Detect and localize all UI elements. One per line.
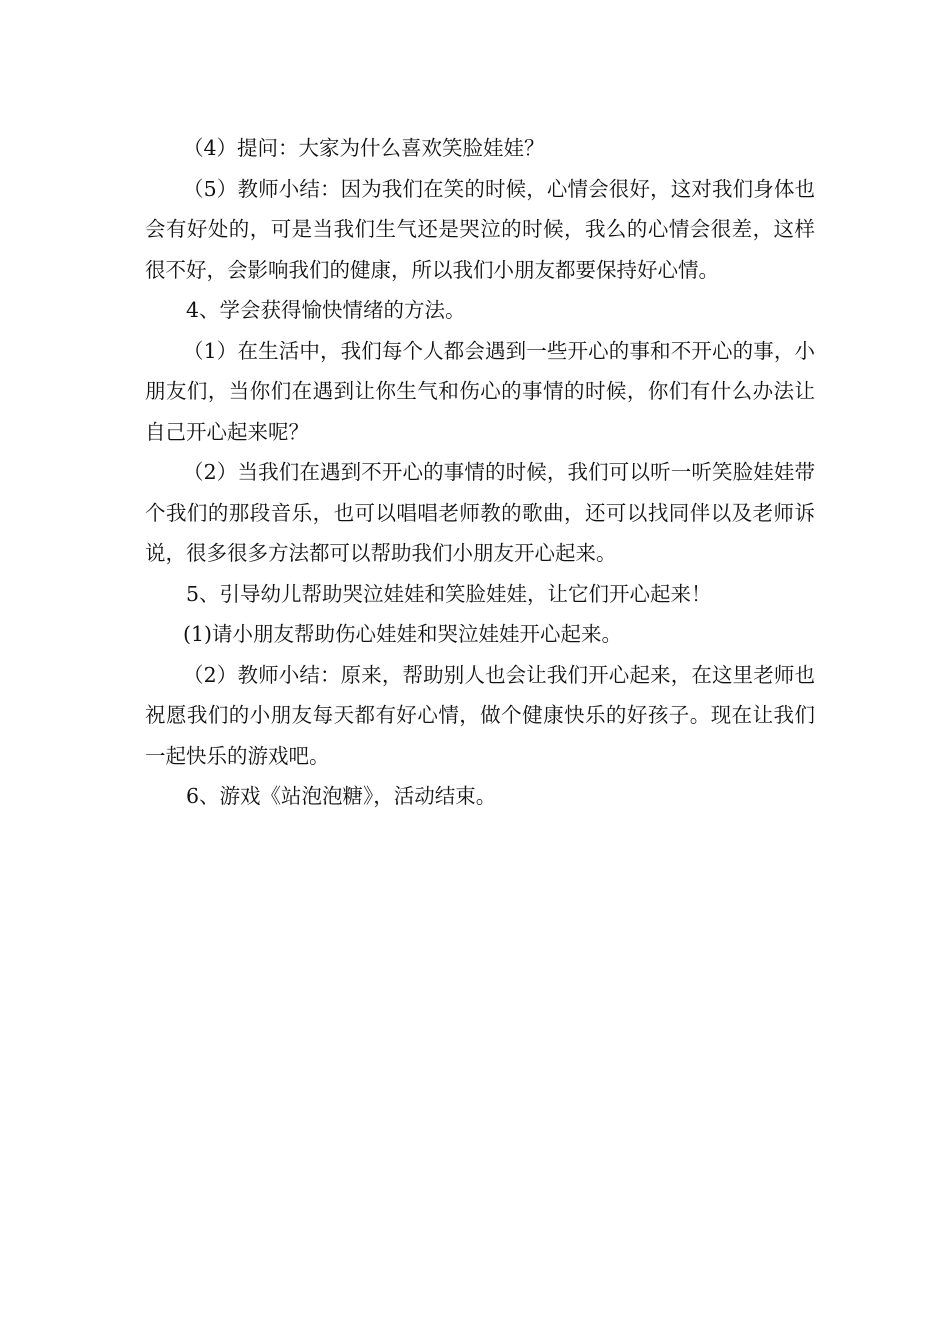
paragraph-section-4-heading: 4、学会获得愉快情绪的方法。: [186, 298, 466, 322]
paragraph-help-dolls: (1)请小朋友帮助伤心娃娃和哭泣娃娃开心起来。: [183, 622, 623, 646]
paragraph-section-6-heading: 6、游戏《站泡泡糖》，活动结束。: [186, 784, 497, 808]
paragraph-teacher-summary-5: （5）教师小结：因为我们在笑的时候，心情会很好，这对我们身体也会有好处的，可是当我们生气还是哭泣的时候，我么的心情会很差，这样很不好，会影响我们的健康，所以我们小朋友都要保持好心情。: [145, 176, 815, 282]
paragraph-step-1: （1）在生活中，我们每个人都会遇到一些开心的事和不开心的事，小朋友们，当你们在遇到让你生气和伤心的事情的时候，你们有什么办法让自己开心起来呢？: [145, 338, 815, 444]
document-body: [145, 128, 815, 817]
paragraph-question-4: （4）提问：大家为什么喜欢笑脸娃娃？: [183, 136, 545, 160]
paragraph-teacher-summary-2: （2）教师小结：原来，帮助别人也会让我们开心起来，在这里老师也祝愿我们的小朋友每天都有好心情，做个健康快乐的好孩子。现在让我们一起快乐的游戏吧。: [145, 662, 815, 768]
paragraph-section-5-heading: 5、引导幼儿帮助哭泣娃娃和笑脸娃娃，让它们开心起来！: [186, 581, 712, 606]
paragraph-step-2: （2）当我们在遇到不开心的事情的时候，我们可以听一听笑脸娃娃带个我们的那段音乐，也可以唱唱老师教的歌曲，还可以找同伴以及老师诉说，很多很多方法都可以帮助我们小朋友开心起来。: [145, 460, 815, 565]
